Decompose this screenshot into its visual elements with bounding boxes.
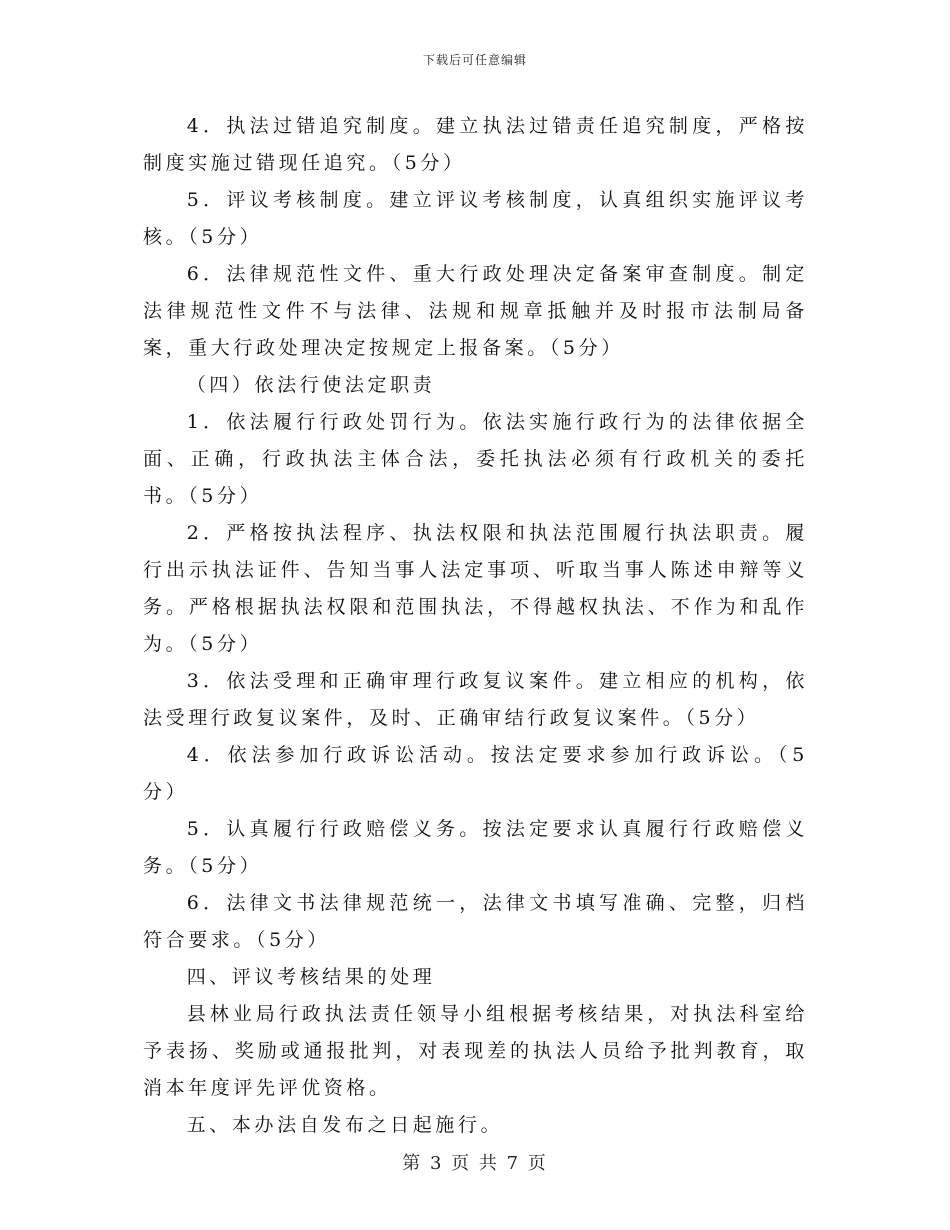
page-number: 第 3 页 共 7 页 [402,1153,548,1174]
document-body [143,108,808,1144]
paragraph-filing-review: 6．法律规范性文件、重大行政处理决定备案审查制度。制定法律规范性文件不与法律、法规和规章抵触并及时报市法制局备案，重大行政处理决定按规定上报备案。（5分） [143,263,808,359]
paragraph-legal-documents: 6．法律文书法律规范统一，法律文书填写准确、完整，归档符合要求。（5分） [143,892,808,951]
paragraph-administrative-review: 3．依法受理和正确审理行政复议案件。建立相应的机构，依法受理行政复议案件，及时、正确审结行政复议案件。（5分） [143,670,808,729]
paragraph-litigation: 4．依法参加行政诉讼活动。按法定要求参加行政诉讼。（5分） [143,744,808,803]
section-heading-duties: （四）依法行使法定职责 [186,374,436,396]
paragraph-effective-date: 五、本办法自发布之日起施行。 [186,1114,504,1136]
paragraph-compensation: 5．认真履行行政赔偿义务。按法定要求认真履行行政赔偿义务。（5分） [143,818,808,877]
paragraph-administrative-penalty: 1．依法履行行政处罚行为。依法实施行政行为的法律依据全面、正确，行政执法主体合法，委托执法必须有行政机关的委托书。（5分） [143,411,808,507]
paragraph-fault-accountability: 4．执法过错追究制度。建立执法过错责任追究制度，严格按制度实施过错现任追究。（5分） [143,115,808,174]
paragraph-evaluation-system: 5．评议考核制度。建立评议考核制度，认真组织实施评议考核。（5分） [143,189,808,248]
paragraph-results-handling: 县林业局行政执法责任领导小组根据考核结果，对执法科室给予表扬、奖励或通报批判，对表现差的执法人员给予批判教育，取消本年度评先评优资格。 [143,1003,808,1099]
page-header: 下载后可任意编辑 [422,53,527,67]
section-heading-results: 四、评议考核结果的处理 [186,966,436,988]
paragraph-enforcement-procedure: 2．严格按执法程序、执法权限和执法范围履行执法职责。履行出示执法证件、告知当事人法定事项、听取当事人陈述申辩等义务。严格根据执法权限和范围执法，不得越权执法、不作为和乱作为。（5分） [143,522,808,655]
